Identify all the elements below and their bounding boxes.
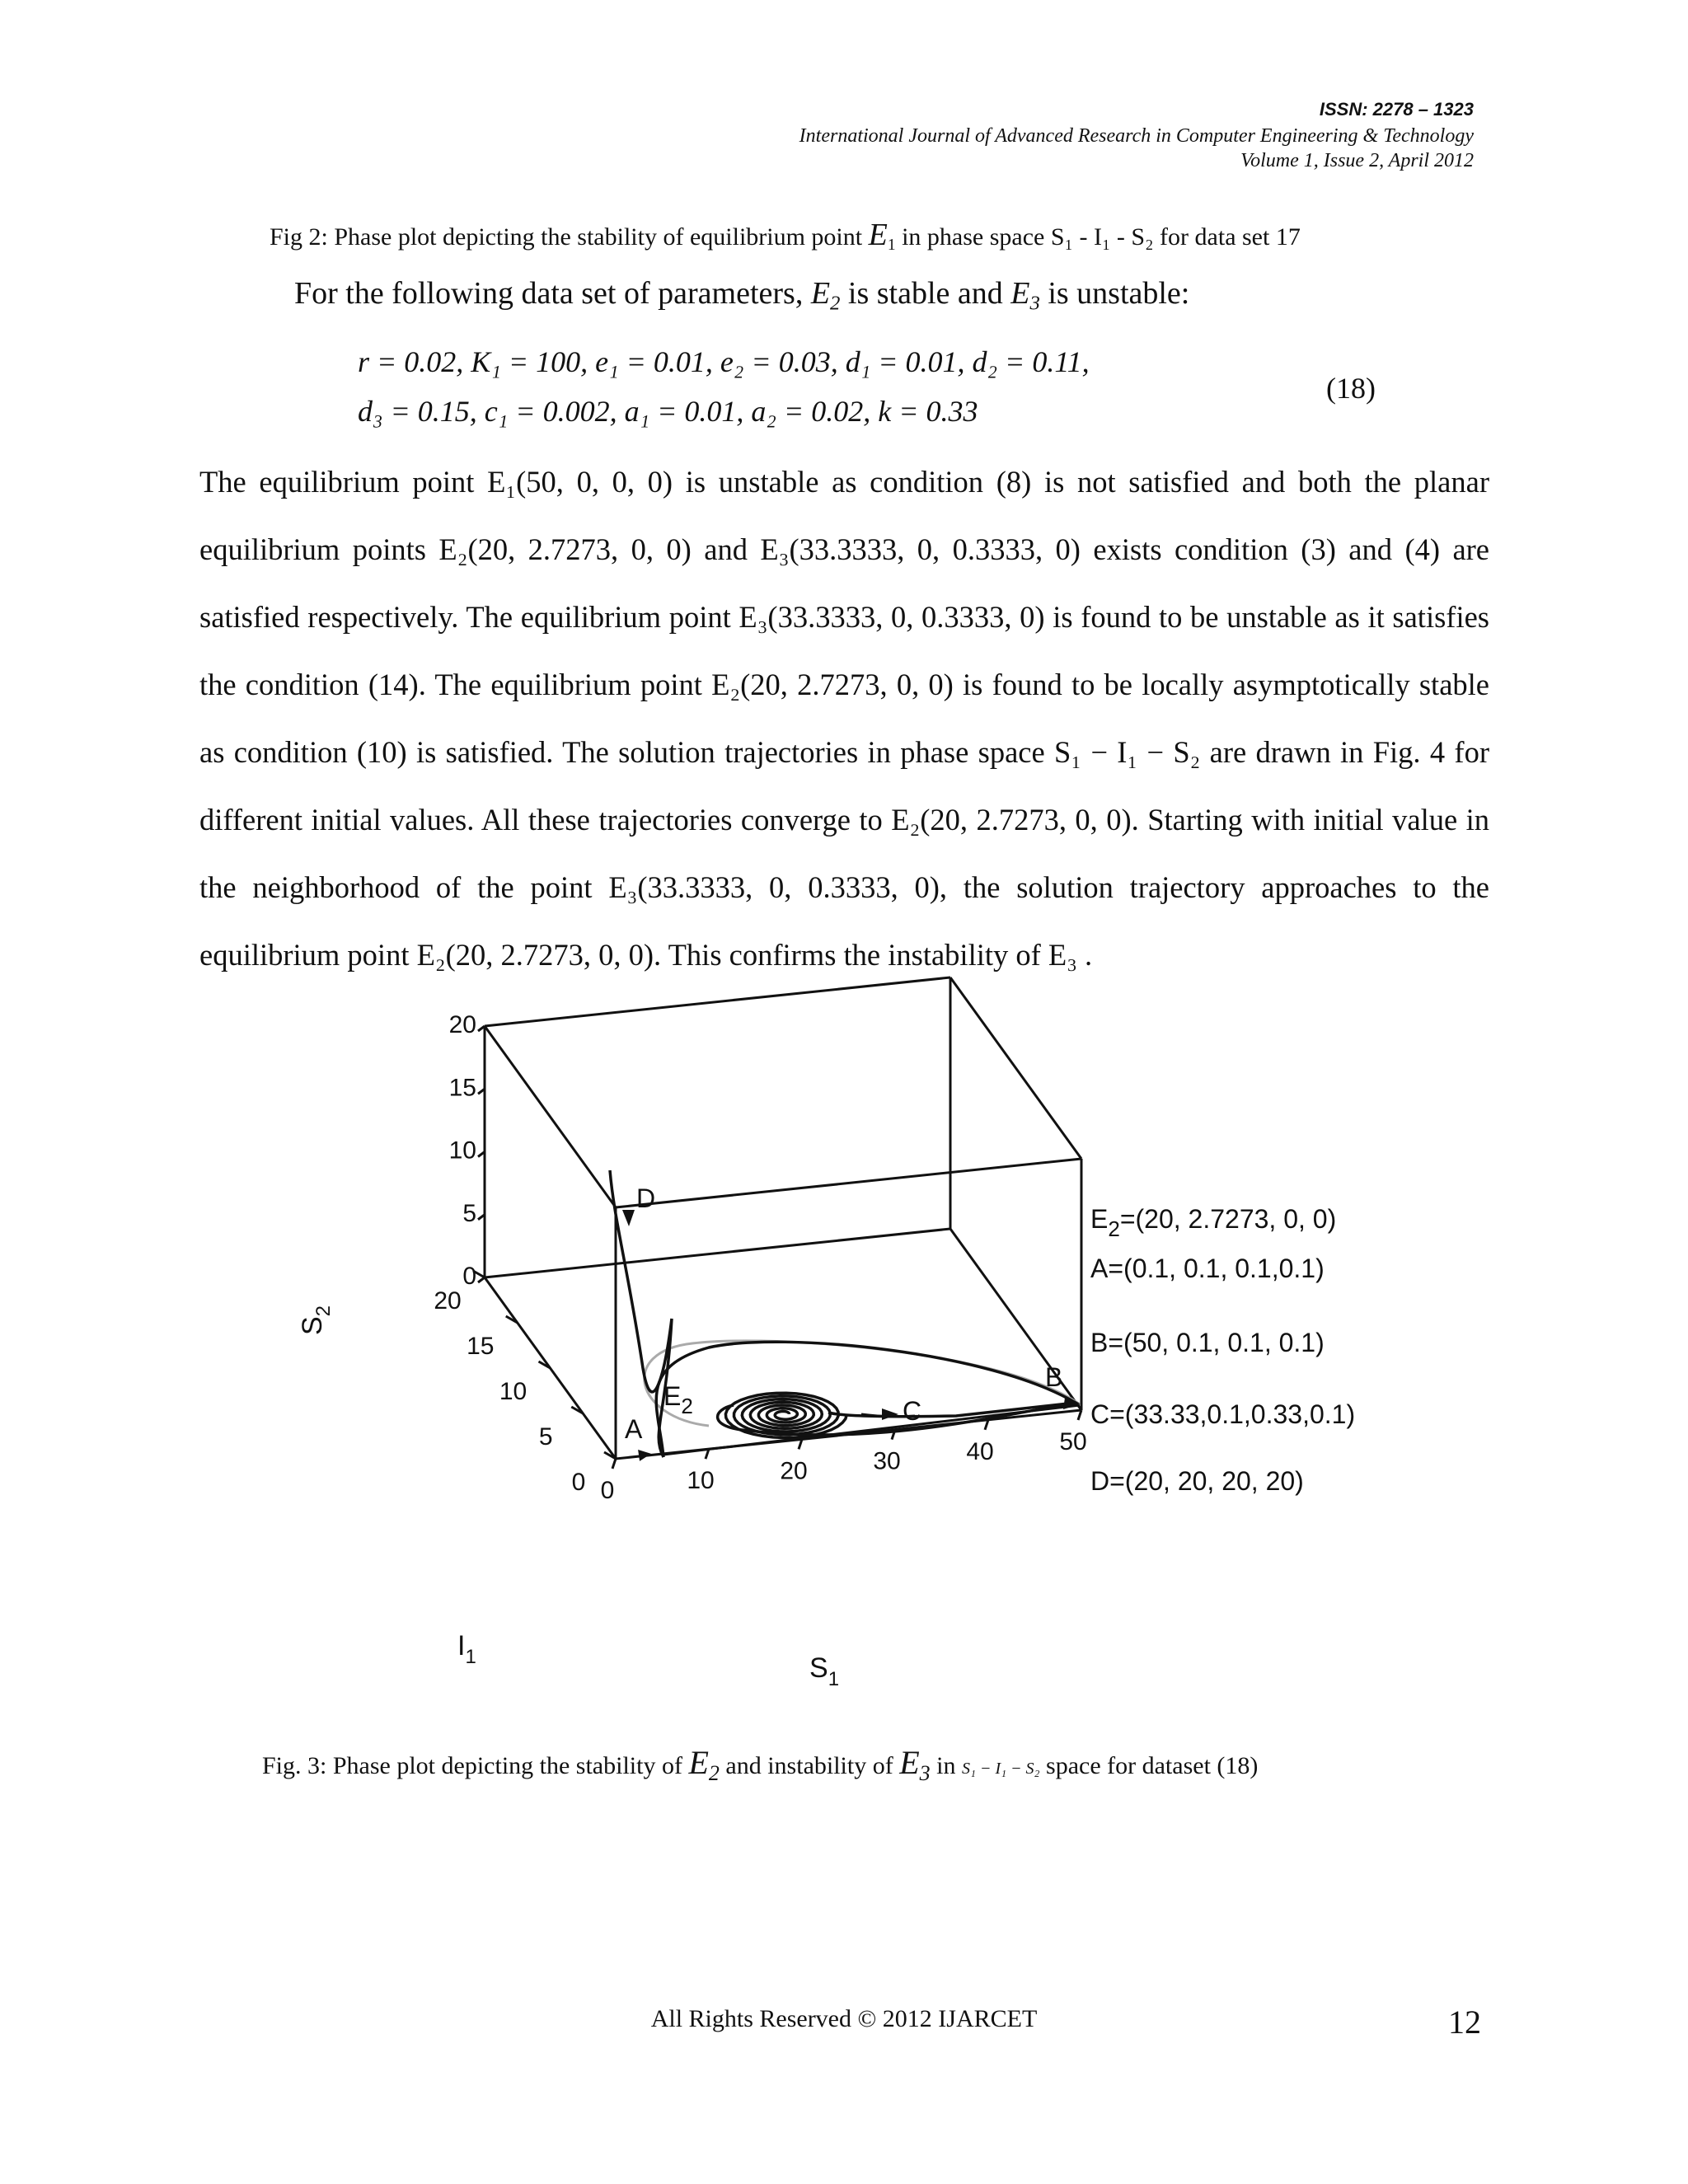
box-edge-3 xyxy=(485,1229,950,1277)
box-edge-10 xyxy=(950,977,1081,1159)
y-tick-label-10: 10 xyxy=(499,1378,528,1405)
trajectory-A xyxy=(656,1342,1076,1457)
arrow-D xyxy=(622,1210,635,1226)
z-tick-label-15: 15 xyxy=(448,1074,476,1102)
arrow-C xyxy=(882,1408,898,1420)
point-label-D: D xyxy=(636,1183,656,1213)
fig2-caption-tail: in phase space S₁ - I₁ - S₂ for data set 17 xyxy=(895,223,1301,251)
fig2-symbol: E xyxy=(868,218,888,252)
fig3-caption-d: space for dataset (18) xyxy=(1039,1752,1259,1779)
z-tick xyxy=(478,1277,485,1282)
equation-line-2: d₃ = 0.15, c₁ = 0.002, a₁ = 0.01, a₂ = 0.02, k = 0.33 xyxy=(358,395,978,428)
y-tick-label-0: 0 xyxy=(571,1469,586,1496)
point-label-A: A xyxy=(625,1414,643,1444)
volume-info: Volume 1, Issue 2, April 2012 xyxy=(1240,150,1474,171)
x-tick-label-30: 30 xyxy=(873,1447,901,1475)
y-axis-label: $I_1$ xyxy=(457,1630,476,1668)
fig2-caption-text: Fig 2: Phase plot depicting the stability of equilibrium point xyxy=(270,223,869,251)
page-number: 12 xyxy=(1448,2004,1481,2041)
z-tick-label-20: 20 xyxy=(448,1011,476,1038)
y-tick-label-20: 20 xyxy=(434,1287,462,1315)
z-tick-label-10: 10 xyxy=(448,1137,476,1165)
intro-text-a: For the following data set of parameters, xyxy=(294,276,811,311)
fig3-caption: Fig. 3: Phase plot depicting the stability of $E_2$ and instability of $E_3$ in S₁ − I₁ − S₂ space for dataset (18) xyxy=(262,1744,1259,1785)
y-tick-label-15: 15 xyxy=(467,1333,495,1360)
x-tick-label-20: 20 xyxy=(780,1457,808,1485)
axis-box xyxy=(485,977,1081,1459)
box-edge-9 xyxy=(485,1026,616,1207)
fig3-space: S₁ − I₁ − S₂ xyxy=(962,1760,1040,1778)
legend-item-2: B=(50, 0.1, 0.1, 0.1) xyxy=(1090,1328,1325,1357)
equation-line-1: r = 0.02, K₁ = 100, e₁ = 0.01, e₂ = 0.03, d₁ = 0.01, d₂ = 0.11, xyxy=(358,345,1090,378)
x-tick-label-50: 50 xyxy=(1059,1428,1087,1455)
intro-text-b: is stable and xyxy=(840,276,1011,311)
fig2-symbol-sub: 1 xyxy=(887,236,896,254)
y-tick-label-5: 5 xyxy=(538,1423,553,1451)
equation-number: (18) xyxy=(1326,372,1376,405)
journal-name: International Journal of Advanced Research in Computer Engineering & Technology xyxy=(799,125,1474,147)
intro-line: For the following data set of parameters, $E_2$ is stable and $E_3$ is unstable: xyxy=(294,276,1190,315)
phase-plot-chart xyxy=(247,1011,1467,1714)
fig3-caption-b: and instability of xyxy=(719,1752,900,1779)
z-tick-label-0: 0 xyxy=(462,1263,476,1290)
point-label-B: B xyxy=(1045,1362,1063,1392)
issn: ISSN: 2278 – 1323 xyxy=(1319,99,1474,120)
box-edge-8 xyxy=(616,1159,1081,1207)
x-tick-label-10: 10 xyxy=(687,1467,715,1495)
x-tick-label-0: 0 xyxy=(600,1477,615,1504)
fig2-caption xyxy=(270,217,1301,253)
x-tick xyxy=(612,1459,616,1469)
fig3-caption-c: in xyxy=(930,1752,962,1779)
point-label-E2: $E_2$ xyxy=(663,1381,693,1418)
footer-copyright: All Rights Reserved © 2012 IJARCET xyxy=(650,2005,1038,2032)
legend-item-1: A=(0.1, 0.1, 0.1,0.1) xyxy=(1090,1254,1325,1283)
x-tick-label-40: 40 xyxy=(966,1437,994,1465)
legend-item-3: C=(33.33,0.1,0.33,0.1) xyxy=(1090,1399,1356,1429)
x-axis-label: $S_1$ xyxy=(809,1652,840,1690)
legend-item-4: D=(20, 20, 20, 20) xyxy=(1090,1466,1304,1496)
point-label-C: C xyxy=(903,1396,922,1426)
intro-text-c: is unstable: xyxy=(1039,276,1190,311)
body-paragraph xyxy=(199,448,1489,989)
z-axis-label: $S_2$ xyxy=(297,1305,335,1335)
z-tick-label-5: 5 xyxy=(462,1199,476,1227)
fig3-caption-a: Fig. 3: Phase plot depicting the stability of xyxy=(262,1752,689,1779)
paragraph-text: The equilibrium point E₁(50, 0, 0, 0) is unstable as condition (8) is not satisfied and both the planar equilibrium points E₂(20, 2.7273, 0, 0) and E₃(33.3333, 0, 0.3333, 0) exists condition (3) and (4) are satisfied respectively. The equilibrium point E₃(33.3333, 0, 0.3333, 0) is found to be unstable as it satisfies the condition (14). The equilibrium point E₂(20, 2.7273, 0, 0) is found to be locally asymptotically stable as condition (10) is satisfied. The solution trajectories in phase space S₁ − I₁ − S₂ are drawn in Fig. 4 for different initial values. All these trajectories converge to E₂(20, 2.7273, 0, 0). Starting with initial value in the neighborhood of the point E₃(33.3333, 0, 0.3333, 0), the solution trajectory approaches to the equilibrium point E₂(20, 2.7273, 0, 0). This confirms the instability of E₃ . xyxy=(199,465,1489,972)
legend-item-0: $E_2=(20$, 2.7273, 0, 0) xyxy=(1090,1204,1337,1241)
